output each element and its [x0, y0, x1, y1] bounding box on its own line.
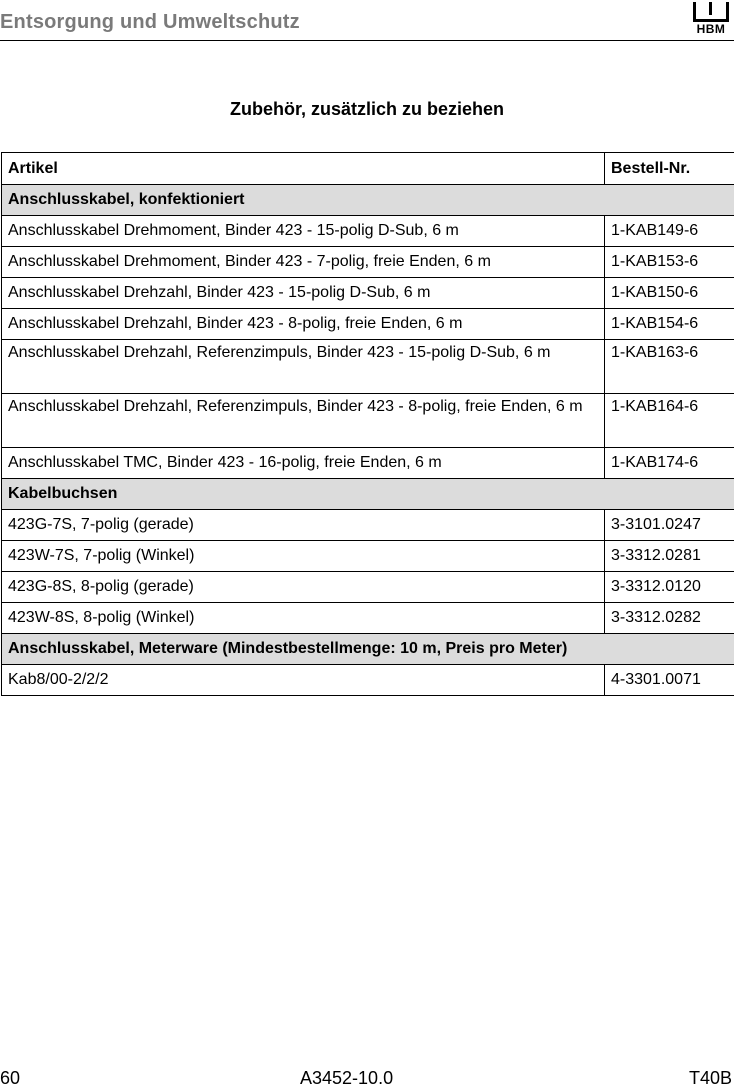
table-row	[2, 603, 734, 634]
table-row	[2, 278, 734, 309]
column-header-bestell-nr: Bestell-Nr.	[605, 153, 734, 185]
group-row	[2, 479, 734, 510]
header-divider	[0, 40, 734, 41]
table-header-row	[2, 153, 734, 185]
cell-bestell-nr: 3-3101.0247	[605, 510, 734, 541]
hbm-logo	[690, 2, 732, 36]
group-row	[2, 185, 734, 216]
table-row	[2, 247, 734, 278]
table-row	[2, 541, 734, 572]
group-title: Anschlusskabel, Meterware (Mindestbestellmenge: 10 m, Preis pro Meter)	[2, 634, 734, 665]
table-row	[2, 665, 734, 696]
cell-artikel: 423W-8S, 8-polig (Winkel)	[2, 603, 605, 634]
cell-bestell-nr: 3-3312.0281	[605, 541, 734, 572]
table-row	[2, 216, 734, 247]
cell-artikel: Anschlusskabel Drehzahl, Binder 423 - 15-polig D-Sub, 6 m	[2, 278, 605, 309]
cell-bestell-nr: 4-3301.0071	[605, 665, 734, 696]
cell-artikel: 423G-7S, 7-polig (gerade)	[2, 510, 605, 541]
cell-artikel: Anschlusskabel Drehzahl, Referenzimpuls, Binder 423 - 8-polig, freie Enden, 6 m	[2, 394, 605, 448]
page-header	[0, 0, 734, 42]
cell-bestell-nr: 1-KAB174-6	[605, 448, 734, 479]
cell-artikel: 423G-8S, 8-polig (gerade)	[2, 572, 605, 603]
cell-artikel: Anschlusskabel Drehmoment, Binder 423 - 15-polig D-Sub, 6 m	[2, 216, 605, 247]
group-title: Anschlusskabel, konfektioniert	[2, 185, 734, 216]
hbm-logo-icon	[693, 2, 729, 22]
cell-bestell-nr: 1-KAB163-6	[605, 340, 734, 394]
cell-bestell-nr: 1-KAB150-6	[605, 278, 734, 309]
table-row	[2, 394, 734, 448]
cell-bestell-nr: 1-KAB154-6	[605, 309, 734, 340]
cell-bestell-nr: 1-KAB164-6	[605, 394, 734, 448]
cell-bestell-nr: 3-3312.0120	[605, 572, 734, 603]
page-footer	[0, 1068, 734, 1090]
cell-artikel: Anschlusskabel Drehzahl, Binder 423 - 8-polig, freie Enden, 6 m	[2, 309, 605, 340]
cell-artikel: Anschlusskabel Drehmoment, Binder 423 - 7-polig, freie Enden, 6 m	[2, 247, 605, 278]
page-number: 60	[0, 1068, 21, 1088]
column-header-artikel: Artikel	[2, 153, 605, 185]
product-name: T40B	[688, 1068, 732, 1088]
group-title: Kabelbuchsen	[2, 479, 734, 510]
table-row	[2, 340, 734, 394]
table-row	[2, 572, 734, 603]
cell-bestell-nr: 1-KAB153-6	[605, 247, 734, 278]
cell-artikel: Anschlusskabel Drehzahl, Referenzimpuls, Binder 423 - 15-polig D-Sub, 6 m	[2, 340, 605, 394]
document-number: A3452-10.0	[300, 1068, 394, 1088]
hbm-logo-text: HBM	[696, 22, 726, 36]
cell-bestell-nr: 3-3312.0282	[605, 603, 734, 634]
group-row	[2, 634, 734, 665]
header-title: Entsorgung und Umweltschutz	[0, 11, 300, 33]
cell-artikel: Anschlusskabel TMC, Binder 423 - 16-polig, freie Enden, 6 m	[2, 448, 605, 479]
table-row	[2, 510, 734, 541]
section-title: Zubehör, zusätzlich zu beziehen	[229, 99, 505, 119]
cell-artikel: Kab8/00-2/2/2	[2, 665, 605, 696]
table-row	[2, 309, 734, 340]
accessories-table	[1, 152, 734, 696]
cell-bestell-nr: 1-KAB149-6	[605, 216, 734, 247]
cell-artikel: 423W-7S, 7-polig (Winkel)	[2, 541, 605, 572]
table-row	[2, 448, 734, 479]
